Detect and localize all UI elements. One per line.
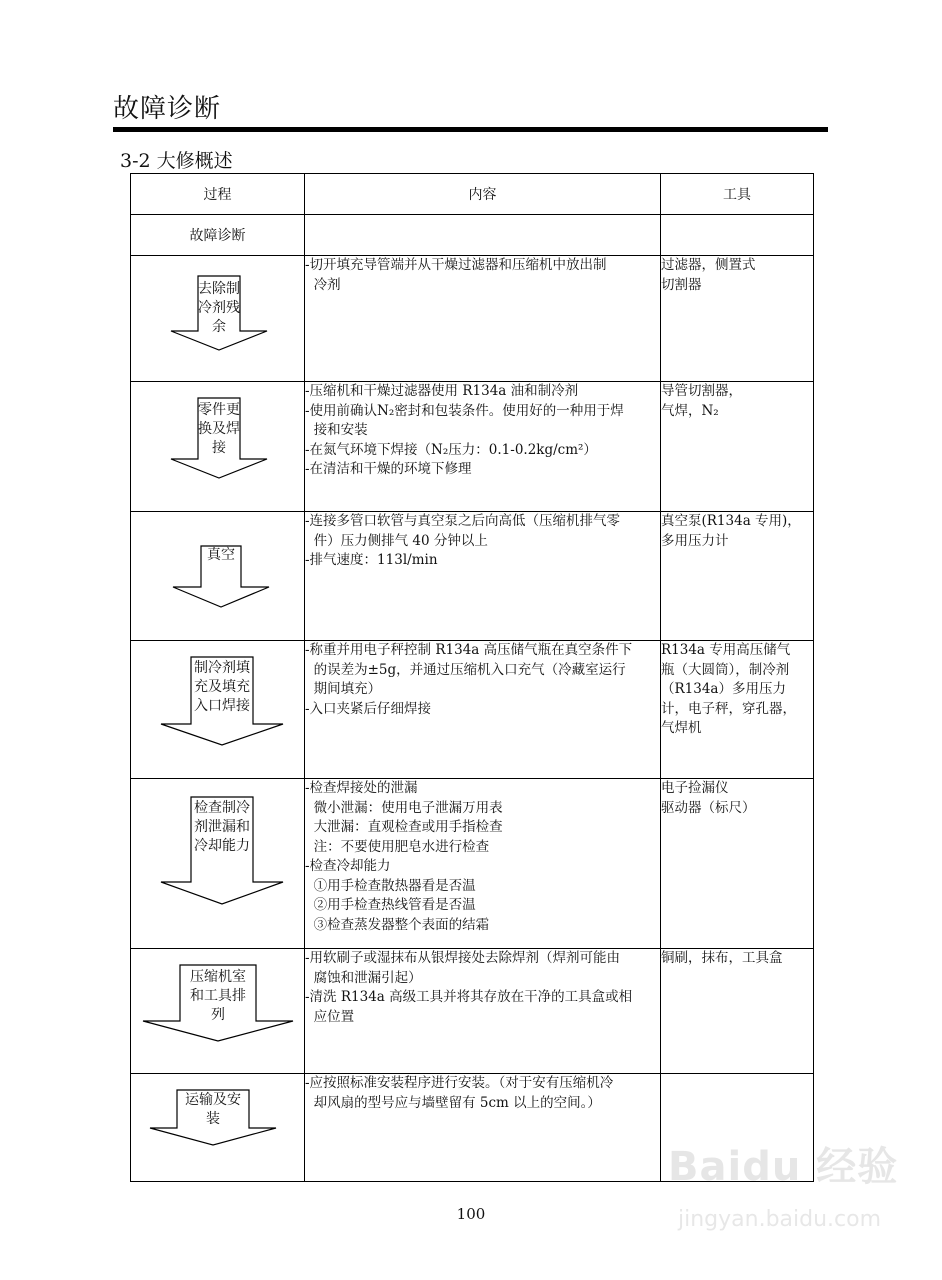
tools-line: （R134a）多用压力 (661, 681, 786, 697)
process-cell (131, 641, 305, 779)
process-label-line: 检查制冷 (194, 800, 250, 816)
content-line: 却风扇的型号应与墙壁留有 5cm 以上的空间。） (305, 1094, 601, 1111)
watermark (668, 1135, 918, 1250)
tools-line: 瓶（大圆筒），制冷剂 (661, 661, 790, 678)
process-cell (131, 382, 305, 512)
tools-line: R134a 专用高压储气 (661, 642, 791, 658)
tools-cell (661, 641, 814, 779)
process-label-line: 去除制 (198, 281, 240, 297)
content-line: 接和安装 (305, 422, 368, 438)
process-label-line: 装 (206, 1111, 220, 1127)
header-content: 内容 (305, 174, 661, 215)
tools-line: 多用压力计 (661, 532, 729, 549)
process-cell (131, 949, 305, 1074)
tools-line: 铜刷，抹布，工具盒 (661, 950, 783, 966)
diagnosis-content (305, 215, 661, 256)
process-label-line: 冷却能力 (194, 838, 250, 854)
content-line: 腐蚀和泄漏引起） (305, 969, 422, 986)
diagnosis-label: 故障诊断 (131, 215, 305, 256)
process-label-line: 充及填充 (194, 679, 250, 695)
content-line: -清洗 R134a 高级工具并将其存放在干净的工具盒或相 (305, 989, 633, 1005)
tools-line: 真空泵(R134a 专用)， (661, 513, 801, 529)
content-line: 冷剂 (305, 276, 341, 293)
content-cell (305, 512, 661, 641)
tools-cell (661, 949, 814, 1074)
content-line: 微小泄漏：使用电子泄漏万用表 (305, 799, 503, 816)
content-line: ③检查蒸发器整个表面的结霜 (305, 916, 490, 933)
content-line: -在清洁和干燥的环境下修理 (305, 461, 472, 477)
diagnosis-tools (661, 215, 814, 256)
table-row (131, 512, 814, 641)
tools-line: 气焊机 (661, 720, 702, 736)
tools-line: 过滤器，侧置式 (661, 257, 756, 273)
tools-cell (661, 382, 814, 512)
content-cell (305, 256, 661, 382)
diagnosis-row (131, 215, 814, 256)
process-label-line: 入口焊接 (194, 698, 250, 714)
page-title: 故障诊断 (113, 94, 222, 124)
table-row (131, 779, 814, 949)
process-label-line: 压缩机室 (190, 969, 246, 985)
content-line: ①用手检查散热器看是否温 (305, 877, 476, 894)
down-arrow-icon (131, 512, 305, 641)
tools-line: 计，电子秤，穿孔器， (661, 700, 796, 717)
header-rule (113, 127, 828, 132)
process-label-line: 真空 (207, 547, 235, 563)
header-process: 过程 (131, 174, 305, 215)
content-line: -压缩机和干燥过滤器使用 R134a 油和制冷剂 (305, 383, 579, 399)
table-header-row (131, 174, 814, 215)
content-line: 应位置 (305, 1008, 355, 1025)
content-line: -应按照标准安装程序进行安装。（对于安有压缩机冷 (305, 1075, 614, 1091)
content-line: -连接多管口软管与真空泵之后向高低（压缩机排气零 (305, 513, 621, 529)
content-cell (305, 779, 661, 949)
content-cell (305, 382, 661, 512)
tools-cell (661, 512, 814, 641)
content-line: -使用前确认N₂密封和包装条件。使用好的一种用于焊 (305, 402, 624, 419)
overhaul-table (130, 173, 814, 1182)
tools-line: 驱动器（标尺） (661, 799, 756, 816)
tools-line: 导管切割器， (661, 383, 742, 399)
content-line: -切开填充导管端并从干燥过滤器和压缩机中放出制 (305, 257, 607, 273)
content-line: -在氮气环境下焊接（N₂压力：0.1-0.2kg/cm²） (305, 441, 597, 458)
section-title: 3-2 大修概述 (120, 150, 233, 172)
content-cell (305, 1074, 661, 1182)
table-row (131, 949, 814, 1074)
tools-line: 电子捡漏仪 (661, 780, 729, 796)
content-line: -用软刷子或湿抹布从银焊接处去除焊剂（焊剂可能由 (305, 950, 621, 966)
tools-cell (661, 256, 814, 382)
watermark-url: jingyan.baidu.com (678, 1207, 882, 1232)
content-cell (305, 641, 661, 779)
process-label-line: 剂泄漏和 (194, 819, 250, 835)
process-label-line: 零件更 (198, 402, 240, 418)
process-label-line: 换及焊 (198, 421, 240, 437)
header-tools: 工具 (661, 174, 814, 215)
tools-line: 切割器 (661, 276, 702, 293)
tools-cell (661, 779, 814, 949)
process-label-line: 接 (212, 440, 226, 456)
process-label-line: 余 (212, 319, 226, 335)
table-row (131, 256, 814, 382)
process-cell (131, 512, 305, 641)
content-cell (305, 949, 661, 1074)
process-label-line: 制冷剂填 (194, 660, 250, 676)
page-number: 100 (456, 1205, 486, 1223)
process-cell (131, 1074, 305, 1182)
content-line: -检查冷却能力 (305, 858, 391, 874)
process-label-line: 列 (211, 1007, 225, 1023)
content-line: 大泄漏：直观检查或用手指检查 (305, 819, 503, 835)
content-line: 的误差为±5g，并通过压缩机入口充气（冷藏室运行 (305, 661, 626, 678)
content-line: -称重并用电子秤控制 R134a 高压储气瓶在真空条件下 (305, 642, 633, 658)
content-line: 期间填充） (305, 681, 382, 697)
process-cell (131, 256, 305, 382)
content-line: -排气速度：113l/min (305, 552, 438, 568)
process-label-line: 运输及安 (185, 1092, 241, 1108)
content-line: -入口夹紧后仔细焊接 (305, 700, 432, 717)
table-row (131, 641, 814, 779)
process-cell (131, 779, 305, 949)
tools-line: 气焊，N₂ (661, 402, 719, 419)
content-line: 注：不要使用肥皂水进行检查 (305, 838, 490, 855)
process-label-line: 冷剂残 (198, 300, 240, 316)
content-line: ②用手检查热线管看是否温 (305, 897, 476, 913)
content-line: -检查焊接处的泄漏 (305, 780, 418, 796)
table-row (131, 382, 814, 512)
watermark-logo: Baidu 经验 (668, 1144, 899, 1190)
content-line: 件）压力侧排气 40 分钟以上 (305, 532, 488, 549)
process-label-line: 和工具排 (190, 988, 246, 1004)
